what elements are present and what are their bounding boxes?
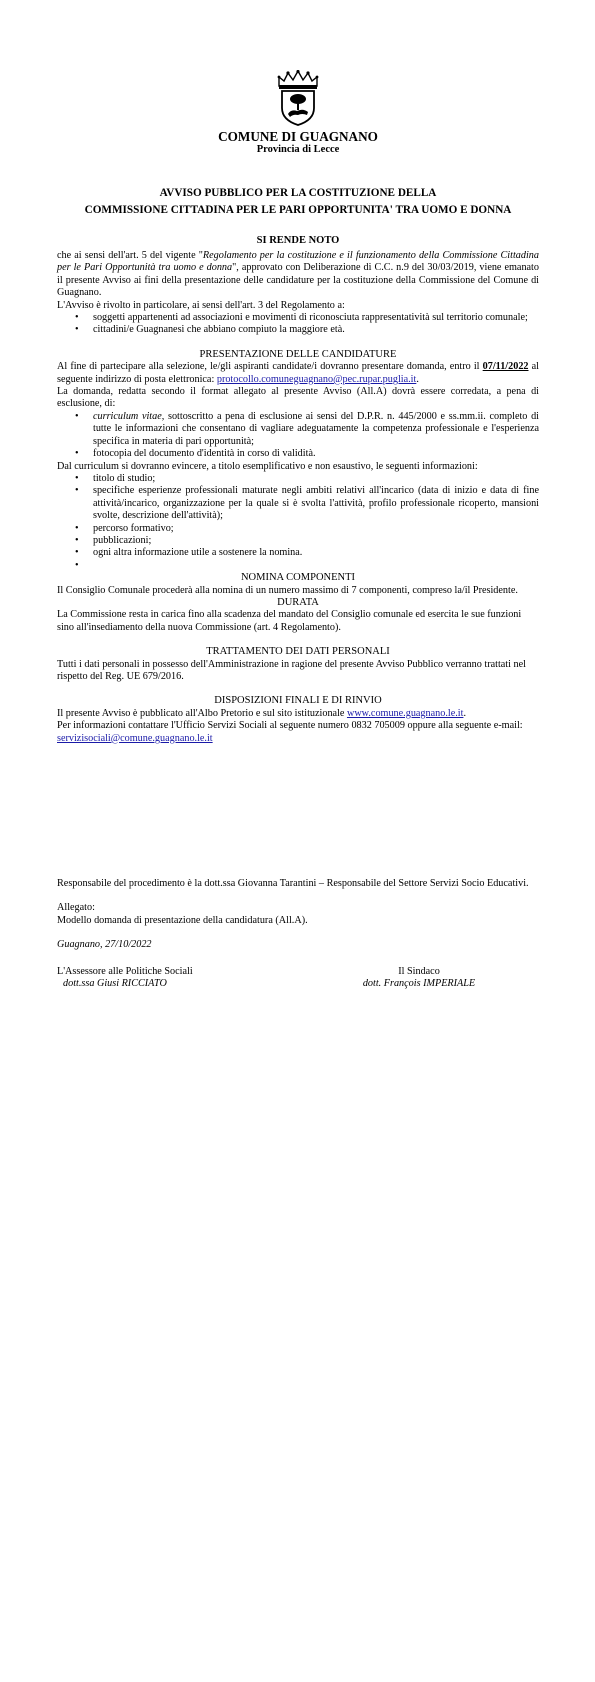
sindaco-name [339,978,499,990]
deadline-date: 07/11/2022 [482,361,529,373]
responsabile-text: Responsabile del procedimento è la dott.ssa Giovanna Tarantini – Responsabile del Settore Servizi Socio Educativi. [57,878,529,890]
list-item: • percorso formativo; [57,523,539,535]
intro-paragraph [57,250,539,300]
curriculum-label: curriculum vitae, [93,410,165,422]
assessore-role: L'Assessore alle Politiche Sociali [57,965,193,977]
servizi-sociali-email-link[interactable]: servizisociali@comune.guagnano.le.it [57,732,213,744]
sindaco-name-text: dott. François IMPERIALE [362,978,476,990]
notice-title-line2: COMMISSIONE CITTADINA PER LE PARI OPPORTUNITA' TRA UOMO E DONNA [84,204,512,216]
durata-text: La Commissione resta in carica fino alla scadenza del mandato del Consiglio comunale ed esercita le sue funzioni sino all'insediamento della nuova Commissione (art. 4 Regolamento). [57,609,522,633]
intro-text-a: che ai sensi dell'art. 5 del vigente " [57,250,203,261]
disposizioni-paragraph [57,708,539,720]
documents-list [57,411,539,461]
info-list [57,473,539,572]
place-date [57,939,539,951]
domanda-paragraph: La domanda, redatta secondo il format allegato al presente Avviso (All.A) dovrà essere corredata, a pena di esclusione, di: [57,386,539,410]
candidature-text-b: al seguente indirizzo di posta elettronica: [57,361,539,385]
si-rende-noto: SI RENDE NOTO [256,235,340,246]
nomina-heading: NOMINA COMPONENTI [240,572,356,584]
allegato-text: Modello domanda di presentazione della candidatura (All.A). [57,914,308,926]
list-item: • fotocopia del documento d'identità in corso di validità. [57,448,539,460]
disposizioni-text-b: . [463,707,466,719]
list-item [57,411,539,448]
disposizioni-text-a: Il presente Avviso è pubblicato all'Albo Pretorio e sul sito istituzionale [57,707,347,719]
allegato-label: Allegato: [57,902,95,914]
nomina-text: Il Consiglio Comunale procederà alla nomina di un numero massimo di 7 componenti, compreso la/il Presidente. [57,584,518,596]
list-item: • ogni altra informazione utile a sostenere la nomina. [57,547,539,559]
contact-paragraph [57,720,539,745]
assessore-name-text: dott.ssa Giusi RICCIATO [63,978,167,990]
trattamento-heading: TRATTAMENTO DEI DATI PERSONALI [206,646,390,658]
pec-email-link[interactable]: protocollo.comuneguagnano@pec.rupar.puglia.it [216,373,417,385]
intro-target: L'Avviso è rivolto in particolare, ai sensi dell'art. 3 del Regolamento a: [57,299,345,311]
list-item: • soggetti appartenenti ad associazioni e movimenti di riconosciuta rappresentatività sul territorio comunale; [57,312,539,324]
signatures [57,966,539,991]
contact-text: Per informazioni contattare l'Ufficio Servizi Sociali al seguente numero 0832 705009 oppure alla seguente e-mail: [57,720,523,732]
list-item: • pubblicazioni; [57,535,539,547]
assessore-name [57,978,297,990]
document-page [57,70,539,990]
sindaco-role: Il Sindaco [398,965,440,977]
curriculum-text: sottoscritto a pena di esclusione ai sensi del D.P.R. n. 445/2000 e ss.mm.ii. completo di tutte le informazioni che consentano di vagliare adeguatamente la competenza professionale e l'esperienza specifica in materia di pari opportunità; [93,410,540,447]
curriculum-paragraph: Dal curriculum si dovranno evincere, a titolo esemplificativo e non esaustivo, le seguenti informazioni: [57,460,478,472]
candidature-text-a: Al fine di partecipare alla selezione, le/gli aspiranti candidate/i dovranno presentare domanda, entro il [57,361,483,373]
target-list [57,312,539,337]
list-item: • specifiche esperienze professionali maturate negli ambiti relativi all'incarico (data di inizio e data di fine attività/incarico, organizzazione per la quale si è svolta l'attività, profilo professionale ricoperto, mansioni svolte, descrizione dell'attività); [57,485,539,522]
disposizioni-heading: DISPOSIZIONI FINALI E DI RINVIO [214,695,382,707]
list-item: • titolo di studio; [57,473,539,485]
intro-text-b: ", approvato con Deliberazione di C.C. n.9 del 30/03/2019, viene emanato il presente Avviso ai fini della presentazione delle candidature per la costituzione della Commissione del Comune di Guagnano. [57,262,539,299]
notice-title-line1: AVVISO PUBBLICO PER LA COSTITUZIONE DELLA [159,187,437,199]
durata-heading: DURATA [277,596,319,608]
website-link[interactable]: www.comune.guagnano.le.it [346,707,464,719]
candidature-heading: PRESENTAZIONE DELLE CANDIDATURE [199,348,397,360]
candidature-paragraph [57,361,539,386]
list-item: • cittadini/e Guagnanesi che abbiano compiuto la maggiore età. [57,324,539,336]
assessore-signature [57,966,297,991]
comune-name: COMUNE DI GUAGNANO [218,129,378,144]
regolamento-title: Regolamento per la costituzione e il funzionamento della Commissione Cittadina per le Pari Opportunità tra uomo e donna [57,250,539,274]
sindaco-signature [339,966,499,991]
trattamento-text: Tutti i dati personali in possesso dell'Amministrazione in ragione del presente Avviso Pubblico verranno trattati nel rispetto del Reg. UE 679/2016. [57,658,526,682]
notice-title [57,185,539,219]
list-item [57,560,539,572]
provincia-name: Provincia di Lecce [256,144,340,155]
candidature-text-c: . [416,373,419,385]
place-date-text: Guagnano, 27/10/2022 [57,939,152,951]
municipal-crest-icon [273,70,323,126]
